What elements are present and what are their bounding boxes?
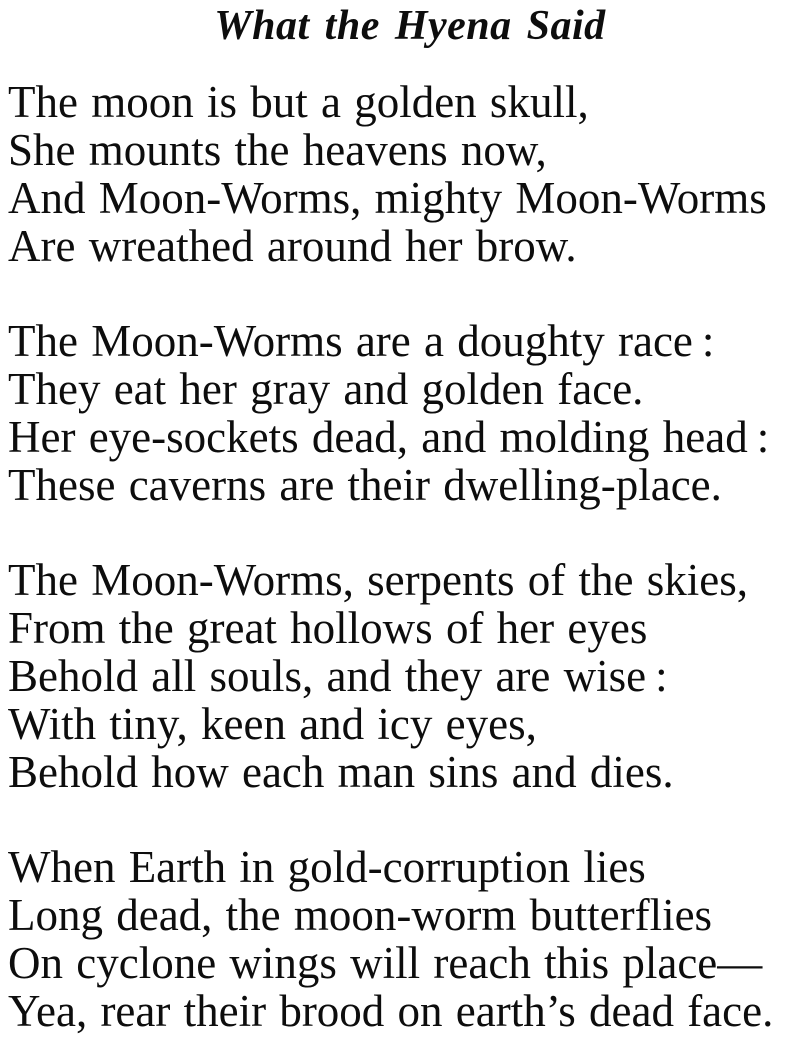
poem-line: With tiny, keen and icy eyes, xyxy=(8,699,537,749)
stanza-1 xyxy=(8,78,800,270)
poem-line: Are wreathed around her brow. xyxy=(8,221,577,271)
poem-line: The Moon-Worms, serpents of the skies, xyxy=(8,555,748,605)
poem-line: These caverns are their dwelling-place. xyxy=(8,460,722,510)
stanza-4 xyxy=(8,843,800,1035)
poem-title: What the Hyena Said xyxy=(214,3,606,49)
poem-line: The Moon-Worms are a doughty race : xyxy=(8,316,715,366)
poem-line: When Earth in gold-corruption lies xyxy=(8,842,646,892)
poem-line: On cyclone wings will reach this place— xyxy=(8,938,763,988)
poem-line: The moon is but a golden skull, xyxy=(8,77,589,127)
poem-line: Her eye-sockets dead, and molding head : xyxy=(8,412,770,462)
poem-line: Yea, rear their brood on earth’s dead face. xyxy=(8,986,774,1036)
poem-body xyxy=(0,78,800,1035)
stanza-3 xyxy=(8,556,800,796)
poem-line: They eat her gray and golden face. xyxy=(8,364,644,414)
poem-line: From the great hollows of her eyes xyxy=(8,603,648,653)
poem-line: Behold how each man sins and dies. xyxy=(8,747,674,797)
stanza-2 xyxy=(8,317,800,509)
poem-line: Long dead, the moon-worm butterflies xyxy=(8,890,713,940)
poem-line: And Moon-Worms, mighty Moon-Worms xyxy=(8,173,767,223)
poem-line: Behold all souls, and they are wise : xyxy=(8,651,668,701)
poem-line: She mounts the heavens now, xyxy=(8,125,547,175)
